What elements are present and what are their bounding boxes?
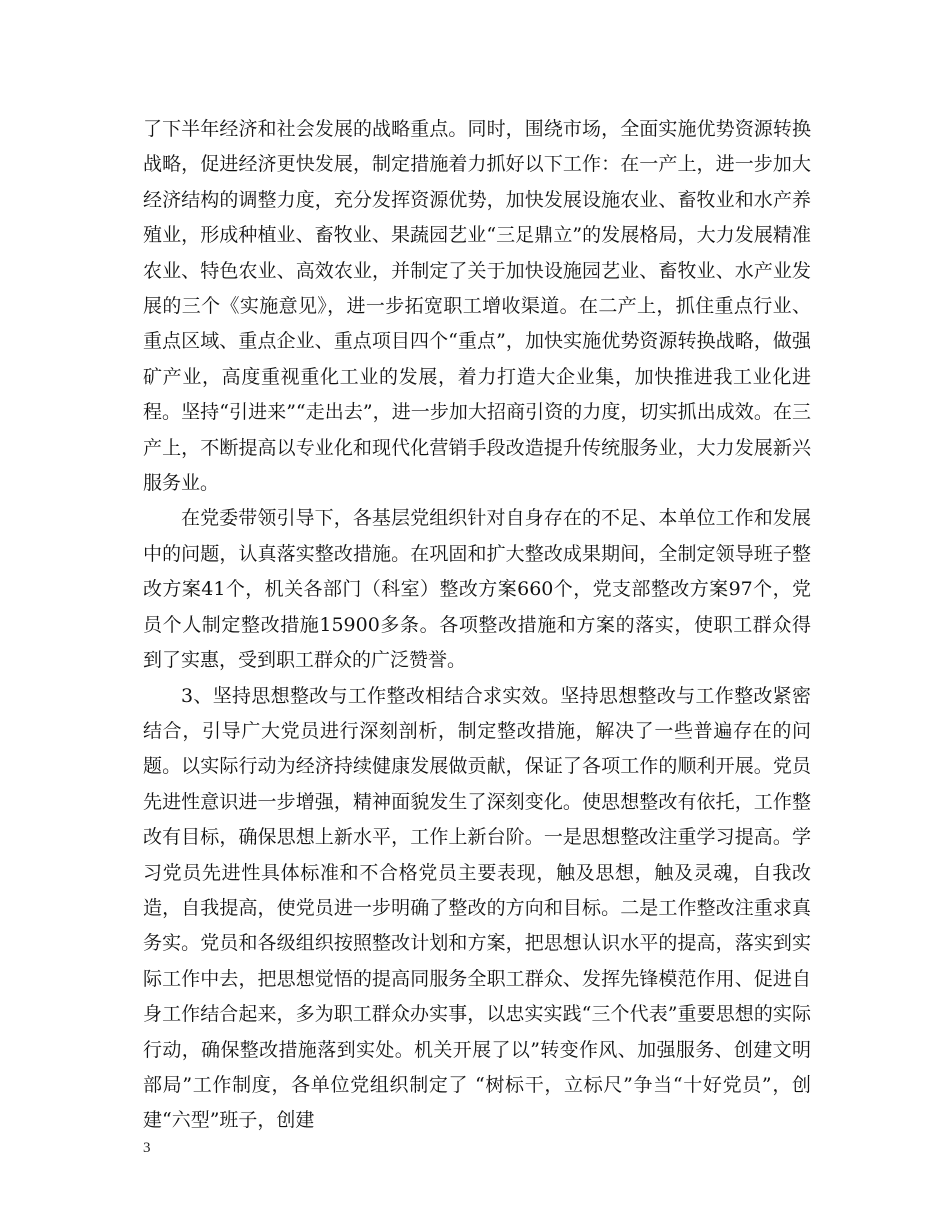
paragraph-1: 了下半年经济和社会发展的战略重点。同时，围绕市场，全面实施优势资源转换战略，促进经济更快发展，制定措施着力抓好以下工作：在一产上，进一步加大经济结构的调整力度，充分发挥资源优势，加快发展设施农业、畜牧业和水产养殖业，形成种植业、畜牧业、果蔬园艺业“三足鼎立”的发展格局，大力发展精准农业、特色农业、高效农业，并制定了关于加快设施园艺业、畜牧业、水产业发展的三个《实施意见》，进一步拓宽职工增收渠道。在二产上，抓住重点行业、重点区域、重点企业、重点项目四个“重点”，加快实施优势资源转换战略，做强矿产业，高度重视重化工业的发展，着力打造大企业集，加快推进我工业化进程。坚持“引进来”“走出去”，进一步加大招商引资的力度，切实抓出成效。在三产上，不断提高以专业化和现代化营销手段改造提升传统服务业，大力发展新兴服务业。 (143, 118, 811, 495)
page-number: 3 (143, 1140, 151, 1156)
document-body (143, 112, 811, 1139)
paragraph-2: 在党委带领引导下，各基层党组织针对自身存在的不足、本单位工作和发展中的问题，认真落实整改措施。在巩固和扩大整改成果期间，全制定领导班子整改方案41个，机关各部门（科室）整改方案660个，党支部整改方案97个，党员个人制定整改措施15900多条。各项整改措施和方案的落实，使职工群众得到了实惠，受到职工群众的广泛赞誉。 (143, 507, 811, 672)
paragraph-3: 3、坚持思想整改与工作整改相结合求实效。坚持思想整改与工作整改紧密结合，引导广大党员进行深刻剖析，制定整改措施，解决了一些普遍存在的问题。以实际行动为经济持续健康发展做贡献，保证了各项工作的顺利开展。党员先进性意识进一步增强，精神面貌发生了深刻变化。使思想整改有依托，工作整改有目标，确保思想上新水平，工作上新台阶。一是思想整改注重学习提高。学习党员先进性具体标准和不合格党员主要表现，触及思想，触及灵魂，自我改造，自我提高，使党员进一步明确了整改的方向和目标。二是工作整改注重求真务实。党员和各级组织按照整改计划和方案，把思想认识水平的提高，落实到实际工作中去，把思想觉悟的提高同服务全职工群众、发挥先锋模范作用、促进自身工作结合起来，多为职工群众办实事，以忠实实践“三个代表”重要思想的实际行动，确保整改措施落到实处。机关开展了以”转变作风、加强服务、创建文明部局”工作制度，各单位党组织制定了 “树标干，立标尺”争当“十好党员”，创建“六型”班子，创建 (143, 684, 811, 1132)
